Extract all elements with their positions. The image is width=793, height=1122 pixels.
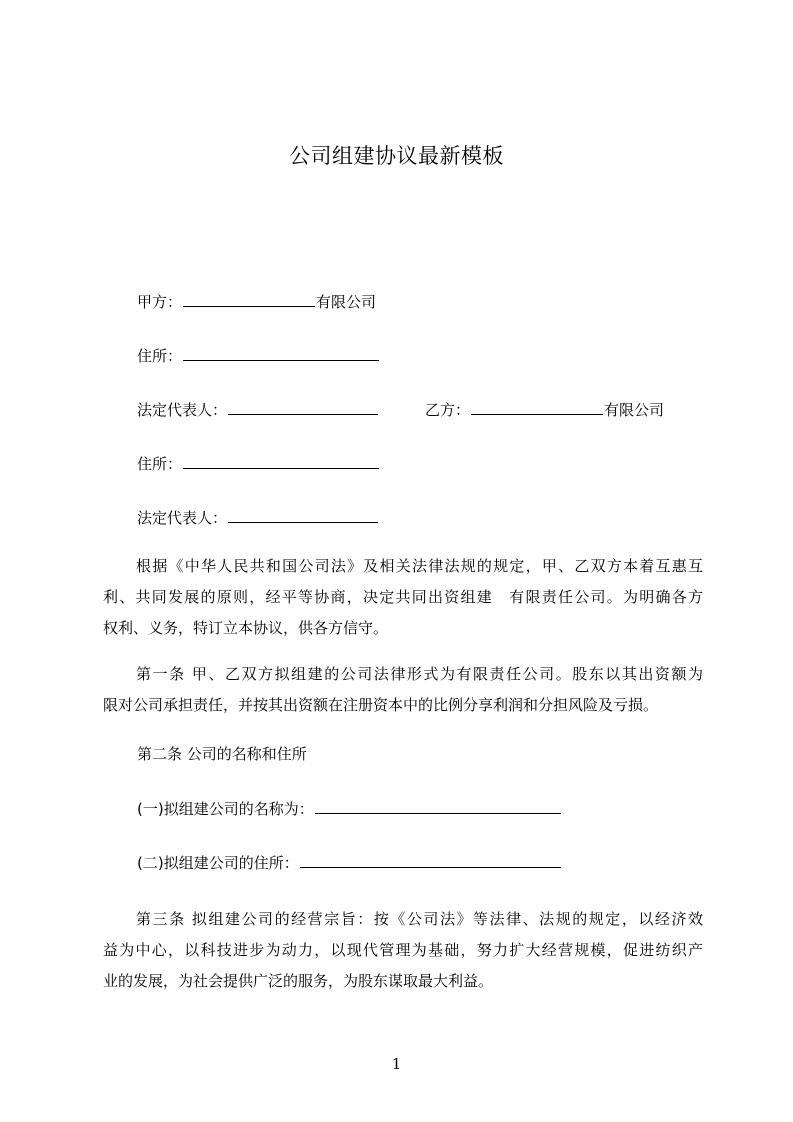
preamble-paragraph bbox=[103, 551, 703, 644]
party-b-address-label: 住所： bbox=[137, 455, 183, 473]
article-3-row: 第三条 拟组建公司的经营宗旨：按《公司法》等法律、法规的规定，以经济效 bbox=[136, 910, 703, 928]
party-b-suffix: 有限公司 bbox=[604, 401, 665, 419]
party-a-address-line bbox=[137, 344, 380, 367]
party-a-address-blank bbox=[183, 344, 379, 361]
preamble-row: 利、共同发展的原则，经平等协商，决定共同出资组建 有限责任公司。为明确各方 bbox=[103, 588, 703, 606]
preamble-row: 权利、义务，特订立本协议，供各方信守。 bbox=[103, 619, 389, 637]
party-a-rep-label: 法定代表人： bbox=[137, 401, 228, 419]
party-b-name-blank bbox=[471, 398, 603, 415]
party-a-line bbox=[137, 290, 376, 313]
party-b-address-line bbox=[137, 452, 380, 475]
company-address-blank bbox=[300, 851, 561, 868]
article-2-item-1 bbox=[137, 797, 562, 820]
article-2-item-1-label: (一)拟组建公司的名称为： bbox=[137, 800, 314, 818]
article-3-row: 益为中心，以科技进步为动力，以现代管理为基础，努力扩大经营规模，促进纺织产 bbox=[103, 941, 703, 959]
party-b-rep-label: 法定代表人： bbox=[137, 509, 228, 527]
party-a-name-blank bbox=[183, 290, 315, 307]
party-a-address-label: 住所： bbox=[137, 347, 183, 365]
article-1-paragraph bbox=[103, 659, 703, 721]
document-title: 公司组建协议最新模板 bbox=[289, 144, 504, 168]
party-b-address-blank bbox=[183, 452, 379, 469]
article-2-item-2 bbox=[137, 851, 562, 874]
article-2-item-2-label: (二)拟组建公司的住所： bbox=[137, 854, 299, 872]
party-b-line bbox=[425, 398, 664, 421]
party-b-rep-line bbox=[137, 506, 379, 529]
page-number: 1 bbox=[391, 1055, 402, 1073]
party-a-label: 甲方： bbox=[137, 293, 183, 311]
party-a-suffix: 有限公司 bbox=[316, 293, 377, 311]
party-b-label: 乙方： bbox=[425, 401, 471, 419]
preamble-row: 根据《中华人民共和国公司法》及相关法律法规的规定，甲、乙双方本着互惠互 bbox=[136, 557, 703, 575]
article-3-row: 业的发展，为社会提供广泛的服务，为股东谋取最大利益。 bbox=[103, 972, 494, 990]
article-1-row: 第一条 甲、乙双方拟组建的公司法律形式为有限责任公司。股东以其出资额为 bbox=[136, 665, 703, 683]
article-1-row: 限对公司承担责任，并按其出资额在注册资本中的比例分享利润和分担风险及亏损。 bbox=[103, 696, 659, 714]
article-2-heading: 第二条 公司的名称和住所 bbox=[137, 745, 307, 763]
article-3-paragraph bbox=[103, 904, 703, 997]
party-a-rep-line bbox=[137, 398, 379, 421]
company-name-blank bbox=[315, 797, 561, 814]
party-a-rep-blank bbox=[228, 398, 378, 415]
party-b-rep-blank bbox=[228, 506, 378, 523]
